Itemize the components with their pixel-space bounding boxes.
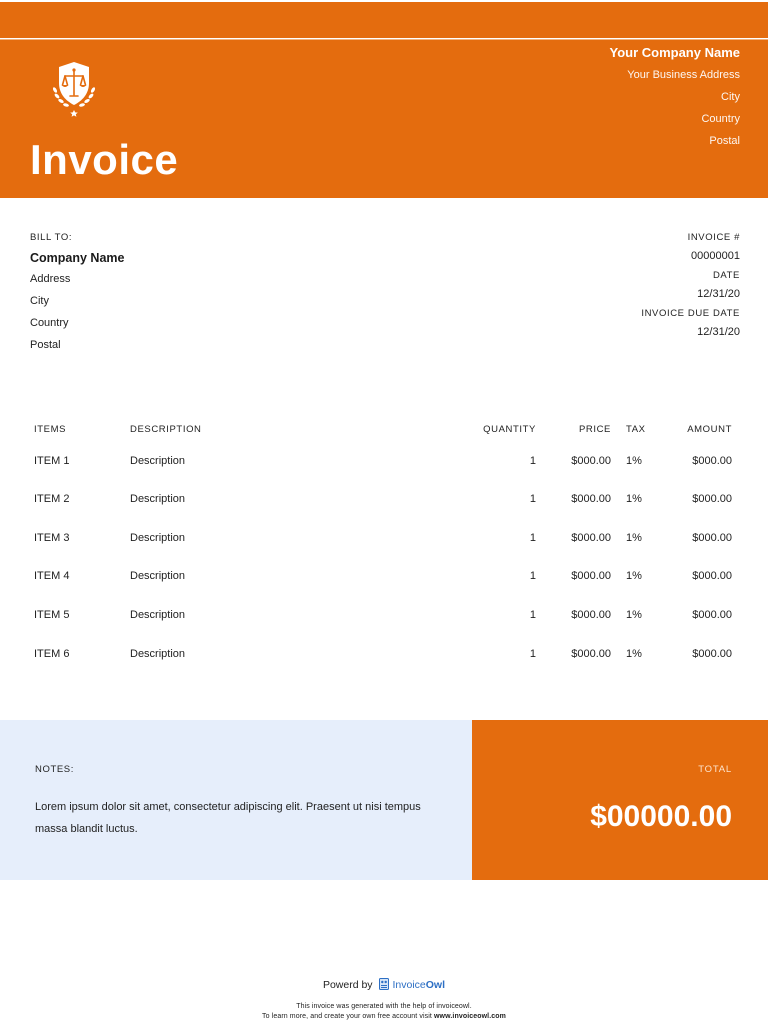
table-row: [0, 648, 768, 664]
invoice-meta-block: [641, 232, 740, 346]
header-amount: AMOUNT: [687, 424, 732, 435]
row-tax: 1%: [626, 648, 642, 660]
row-item: ITEM 3: [34, 532, 70, 544]
row-price: $000.00: [571, 570, 611, 582]
bill-to-label: BILL TO:: [30, 232, 73, 243]
invoice-header: [0, 39, 768, 198]
bill-to-company-name: Company Name: [30, 251, 125, 265]
row-quantity: 1: [529, 570, 536, 582]
row-amount: $000.00: [692, 609, 732, 621]
powered-by-text: Powerd by: [322, 979, 373, 991]
sender-city: City: [721, 91, 740, 103]
sender-company-block: [609, 45, 740, 156]
row-price: $000.00: [571, 648, 611, 660]
total-label: TOTAL: [698, 764, 732, 775]
invoiceowl-website-link[interactable]: www.invoiceowl.com: [433, 1013, 506, 1020]
invoice-date-label: DATE: [712, 270, 740, 281]
row-quantity: 1: [529, 532, 536, 544]
invoice-number-label: INVOICE #: [687, 232, 740, 243]
table-row: [0, 570, 768, 586]
table-row: [0, 609, 768, 625]
row-description: Description: [130, 532, 186, 544]
invoice-number: 00000001: [691, 250, 740, 262]
row-tax: 1%: [626, 493, 642, 505]
row-item: ITEM 2: [34, 493, 70, 505]
row-description: Description: [130, 570, 186, 582]
row-quantity: 1: [529, 609, 536, 621]
invoice-owl-logo-icon: [379, 978, 389, 990]
row-amount: $000.00: [692, 570, 732, 582]
row-description: Description: [130, 648, 186, 660]
sender-postal: Postal: [709, 135, 740, 147]
items-table-header: [0, 424, 768, 438]
row-item: ITEM 6: [34, 648, 70, 660]
top-color-strip: [0, 0, 768, 38]
row-description: Description: [130, 455, 186, 467]
header-items: ITEMS: [34, 424, 67, 435]
total-panel: [472, 720, 768, 880]
table-row: [0, 455, 768, 471]
row-quantity: 1: [529, 648, 536, 660]
footer-line-2: [0, 1013, 768, 1020]
row-price: $000.00: [571, 455, 611, 467]
bill-to-block: [30, 232, 124, 360]
row-description: Description: [130, 609, 186, 621]
row-price: $000.00: [571, 532, 611, 544]
sender-company-name: Your Company Name: [609, 45, 740, 60]
scales-of-justice-shield-icon: [44, 59, 104, 119]
row-quantity: 1: [529, 455, 536, 467]
footer-line-1: This invoice was generated with the help of invoiceowl.: [296, 1003, 472, 1010]
row-tax: 1%: [626, 455, 642, 467]
row-item: ITEM 1: [34, 455, 70, 467]
header-tax: TAX: [626, 424, 646, 435]
row-amount: $000.00: [692, 455, 732, 467]
header-quantity: QUANTITY: [483, 424, 536, 435]
invoice-due-date: 12/31/20: [697, 326, 740, 338]
bill-to-country: Country: [30, 317, 69, 329]
invoice-date: 12/31/20: [697, 288, 740, 300]
row-price: $000.00: [571, 609, 611, 621]
total-value: $00000.00: [590, 800, 732, 833]
header-description: DESCRIPTION: [130, 424, 202, 435]
footer-line-2-text: To learn more, and create your own free account visit: [262, 1013, 432, 1020]
row-quantity: 1: [529, 493, 536, 505]
invoice-title: Invoice: [30, 136, 179, 183]
row-tax: 1%: [626, 570, 642, 582]
powered-by-line: [0, 978, 768, 991]
bill-to-postal: Postal: [30, 339, 61, 351]
row-amount: $000.00: [692, 648, 732, 660]
invoice-due-date-label: INVOICE DUE DATE: [641, 308, 740, 319]
sender-country: Country: [701, 113, 740, 125]
header-price: PRICE: [578, 424, 611, 435]
bill-to-address: Address: [30, 273, 71, 285]
row-tax: 1%: [626, 609, 642, 621]
row-price: $000.00: [571, 493, 611, 505]
sender-address: Your Business Address: [627, 69, 740, 81]
table-row: [0, 493, 768, 509]
table-row: [0, 532, 768, 548]
brand-invoice: Invoice: [392, 979, 426, 991]
row-description: Description: [130, 493, 186, 505]
notes-text: Lorem ipsum dolor sit amet, consectetur adipiscing elit. Praesent ut nisi tempus massa blandit luctus.: [35, 801, 421, 835]
brand-owl: Owl: [425, 979, 446, 991]
row-item: ITEM 4: [34, 570, 70, 582]
notes-label: NOTES:: [35, 764, 74, 775]
notes-panel: [0, 720, 472, 880]
bill-to-city: City: [30, 295, 49, 307]
row-amount: $000.00: [692, 532, 732, 544]
row-tax: 1%: [626, 532, 642, 544]
row-item: ITEM 5: [34, 609, 70, 621]
row-amount: $000.00: [692, 493, 732, 505]
